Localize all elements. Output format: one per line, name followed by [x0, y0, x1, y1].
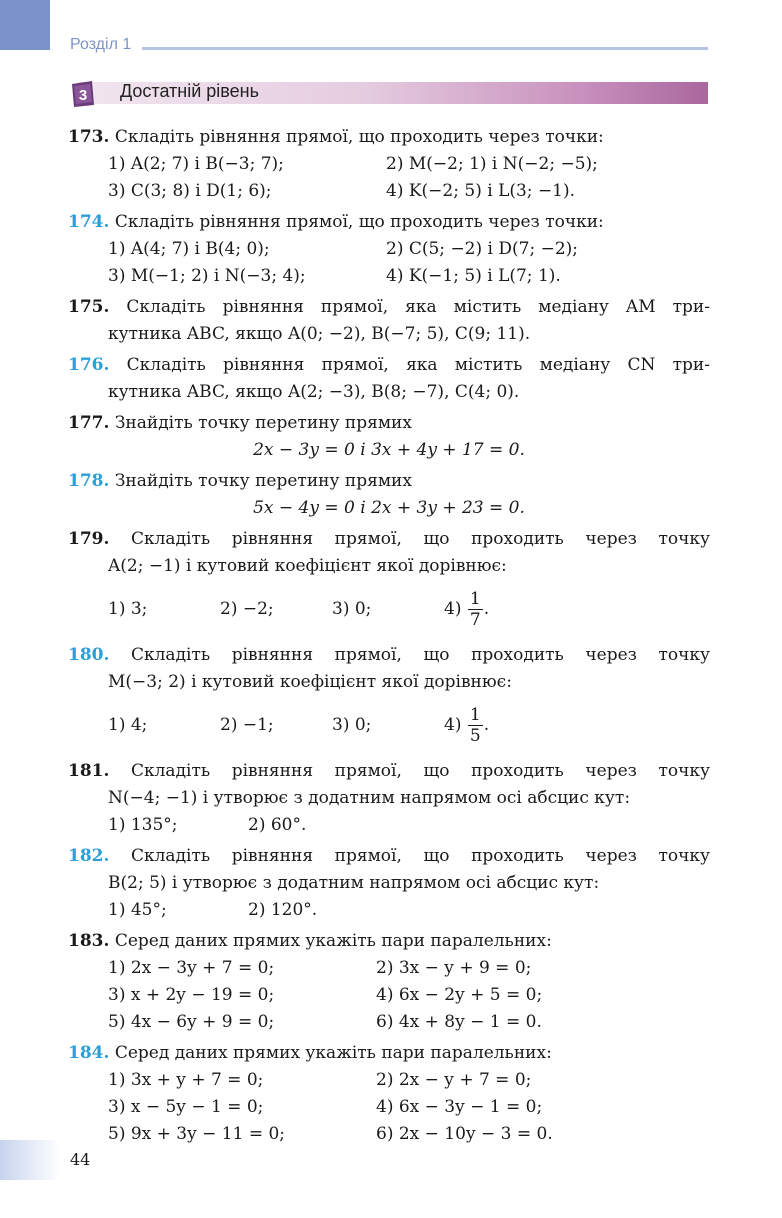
exercise-number: 184. [68, 1043, 110, 1063]
level-title: Достатній рівень [120, 81, 259, 101]
exercise-174 [68, 209, 710, 290]
list-item: 2) C(5; −2) і D(7; −2); [386, 239, 579, 259]
exercise-text: Складіть рівняння прямої, що проходить через точку [131, 529, 710, 549]
exercise-number: 174. [68, 212, 110, 232]
corner-decoration [0, 0, 50, 50]
fraction: $\frac{1}{7}$ [469, 588, 481, 630]
exercise-178 [68, 468, 710, 522]
exercise-text: Складіть рівняння прямої, що проходить через точку [131, 761, 710, 781]
list-item: 4) 6x − 3y − 1 = 0; [376, 1097, 543, 1117]
equation: 5x − 4y = 0 і 2x + 3y + 23 = 0. [253, 498, 525, 518]
option: 3) 0; [332, 715, 372, 735]
exercise-number: 173. [68, 127, 110, 147]
option: 1) 4; [108, 715, 148, 735]
exercise-175 [68, 294, 710, 348]
exercise-number: 180. [68, 645, 110, 665]
corner-decoration [0, 1140, 60, 1180]
exercise-text: Складіть рівняння прямої, що проходить через точку [131, 846, 710, 866]
exercise-text: N(−4; −1) і утворює з додатним напрямом осі абсцис кут: [108, 788, 631, 808]
exercise-number: 181. [68, 761, 110, 781]
list-item: 6) 2x − 10y − 3 = 0. [376, 1124, 553, 1144]
exercise-number: 176. [68, 355, 110, 375]
list-item: 1) A(2; 7) і B(−3; 7); [108, 154, 284, 174]
exercise-text: Знайдіть точку перетину прямих [114, 471, 412, 491]
exercise-text: Серед даних прямих укажіть пари паралельних: [114, 1043, 552, 1063]
level-badge-icon [68, 80, 96, 108]
exercise-text: A(2; −1) і кутовий коефіцієнт якої дорівнює: [108, 556, 507, 576]
list-item: 2) M(−2; 1) і N(−2; −5); [386, 154, 598, 174]
exercise-184 [68, 1040, 710, 1148]
equation: 2x − 3y = 0 і 3x + 4y + 17 = 0. [253, 440, 525, 460]
exercise-text: M(−3; 2) і кутовий коефіцієнт якої дорівнює: [108, 672, 512, 692]
option: 2) −2; [220, 599, 274, 619]
exercise-180 [68, 642, 710, 754]
option: 4) $\frac{1}{7}$ . [444, 588, 490, 630]
page-number: 44 [70, 1150, 91, 1169]
list-item: 4) K(−1; 5) і L(7; 1). [386, 266, 561, 286]
exercise-text: B(2; 5) і утворює з додатним напрямом осі абсцис кут: [108, 873, 600, 893]
list-item: 1) A(4; 7) і B(4; 0); [108, 239, 270, 259]
exercise-181 [68, 758, 710, 839]
option: 2) 120°. [248, 900, 318, 920]
list-item: 3) x + 2y − 19 = 0; [108, 985, 275, 1005]
exercise-text: кутника ABC, якщо A(2; −3), B(8; −7), C(4; 0). [108, 382, 520, 402]
exercise-number: 179. [68, 529, 110, 549]
exercise-number: 178. [68, 471, 110, 491]
level-number: 3 [78, 87, 88, 104]
exercise-text: Складіть рівняння прямої, яка містить медіану CN три- [126, 355, 710, 375]
list-item: 5) 4x − 6y + 9 = 0; [108, 1012, 275, 1032]
section-label: Розділ 1 [70, 36, 132, 53]
list-item: 2) 2x − y + 7 = 0; [376, 1070, 532, 1090]
list-item: 3) M(−1; 2) і N(−3; 4); [108, 266, 306, 286]
exercise-text: Знайдіть точку перетину прямих [114, 413, 412, 433]
exercise-text: Складіть рівняння прямої, що проходить через точки: [114, 212, 604, 232]
option: 2) 60°. [248, 815, 307, 835]
exercise-number: 175. [68, 297, 110, 317]
exercise-179 [68, 526, 710, 638]
option: 1) 45°; [108, 900, 167, 920]
list-item: 3) C(3; 8) і D(1; 6); [108, 181, 272, 201]
option: 3) 0; [332, 599, 372, 619]
list-item: 4) 6x − 2y + 5 = 0; [376, 985, 543, 1005]
option: 4) $\frac{1}{5}$ . [444, 704, 490, 746]
list-item: 3) x − 5y − 1 = 0; [108, 1097, 264, 1117]
list-item: 6) 4x + 8y − 1 = 0. [376, 1012, 542, 1032]
exercise-number: 183. [68, 931, 110, 951]
list-item: 1) 2x − 3y + 7 = 0; [108, 958, 275, 978]
section-divider [142, 47, 708, 50]
exercise-text: кутника ABC, якщо A(0; −2), B(−7; 5), C(9; 11). [108, 324, 531, 344]
option: 1) 135°; [108, 815, 178, 835]
exercise-177 [68, 410, 710, 464]
exercise-number: 177. [68, 413, 110, 433]
list-item: 2) 3x − y + 9 = 0; [376, 958, 532, 978]
exercise-list [68, 124, 710, 1152]
exercise-176 [68, 352, 710, 406]
option: 1) 3; [108, 599, 148, 619]
fraction: $\frac{1}{5}$ [469, 704, 481, 746]
exercise-text: Серед даних прямих укажіть пари паралельних: [114, 931, 552, 951]
list-item: 5) 9x + 3y − 11 = 0; [108, 1124, 286, 1144]
exercise-text: Складіть рівняння прямої, що проходить через точки: [114, 127, 604, 147]
exercise-number: 182. [68, 846, 110, 866]
list-item: 4) K(−2; 5) і L(3; −1). [386, 181, 576, 201]
exercise-183 [68, 928, 710, 1036]
list-item: 1) 3x + y + 7 = 0; [108, 1070, 264, 1090]
exercise-text: Складіть рівняння прямої, яка містить медіану AM три- [126, 297, 710, 317]
exercise-173 [68, 124, 710, 205]
option: 2) −1; [220, 715, 274, 735]
exercise-text: Складіть рівняння прямої, що проходить через точку [131, 645, 710, 665]
exercise-182 [68, 843, 710, 924]
